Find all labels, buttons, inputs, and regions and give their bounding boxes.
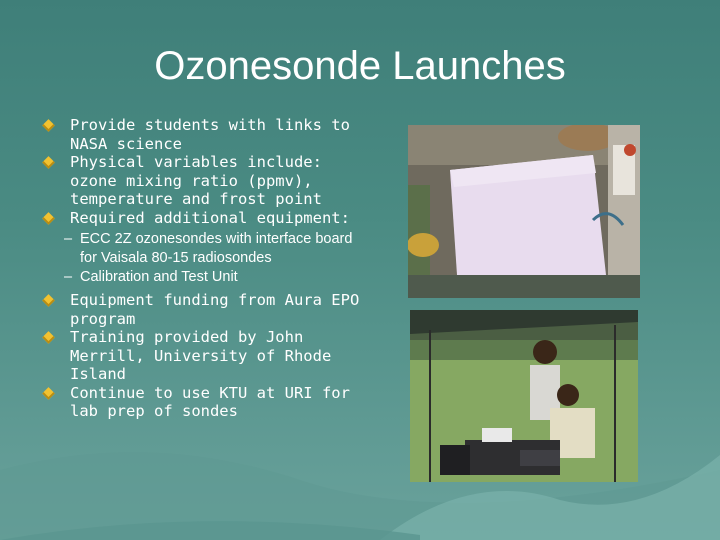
bullet-text: Continue to use KTU at URI for lab prep of sondes — [70, 383, 350, 420]
diamond-bullet-icon — [42, 156, 55, 169]
diamond-bullet-icon — [42, 119, 55, 132]
bullet-list — [42, 116, 362, 421]
bullet-text: Physical variables include: ozone mixing ratio (ppmv), temperature and frost point — [70, 153, 322, 208]
dash-marker: – — [64, 231, 73, 247]
sub-bullet-item — [42, 230, 362, 268]
bullet-item — [42, 384, 362, 421]
bullet-text: Required additional equipment: — [70, 208, 350, 227]
bullet-item — [42, 153, 362, 209]
dash-marker: – — [64, 269, 73, 285]
diamond-bullet-icon — [42, 294, 55, 307]
sub-bullet-text: Calibration and Test Unit — [80, 269, 238, 285]
slide-title: Ozonesonde Launches — [154, 44, 566, 88]
lab-equipment-photo — [408, 125, 640, 298]
bullet-item — [42, 209, 362, 228]
sub-bullet-item — [42, 268, 362, 287]
bullet-text: Provide students with links to NASA science — [70, 116, 350, 153]
field-team-photo — [410, 310, 638, 482]
sub-bullet-text: ECC 2Z ozonesondes with interface board for Vaisala 80-15 radiosondes — [80, 231, 353, 266]
bullet-item — [42, 328, 362, 384]
bullet-item — [42, 116, 362, 153]
bullet-item — [42, 291, 362, 328]
diamond-bullet-icon — [42, 212, 55, 225]
bullet-text: Training provided by John Merrill, University of Rhode Island — [70, 328, 332, 383]
bullet-text: Equipment funding from Aura EPO program — [70, 291, 360, 328]
diamond-bullet-icon — [42, 387, 55, 400]
diamond-bullet-icon — [42, 331, 55, 344]
